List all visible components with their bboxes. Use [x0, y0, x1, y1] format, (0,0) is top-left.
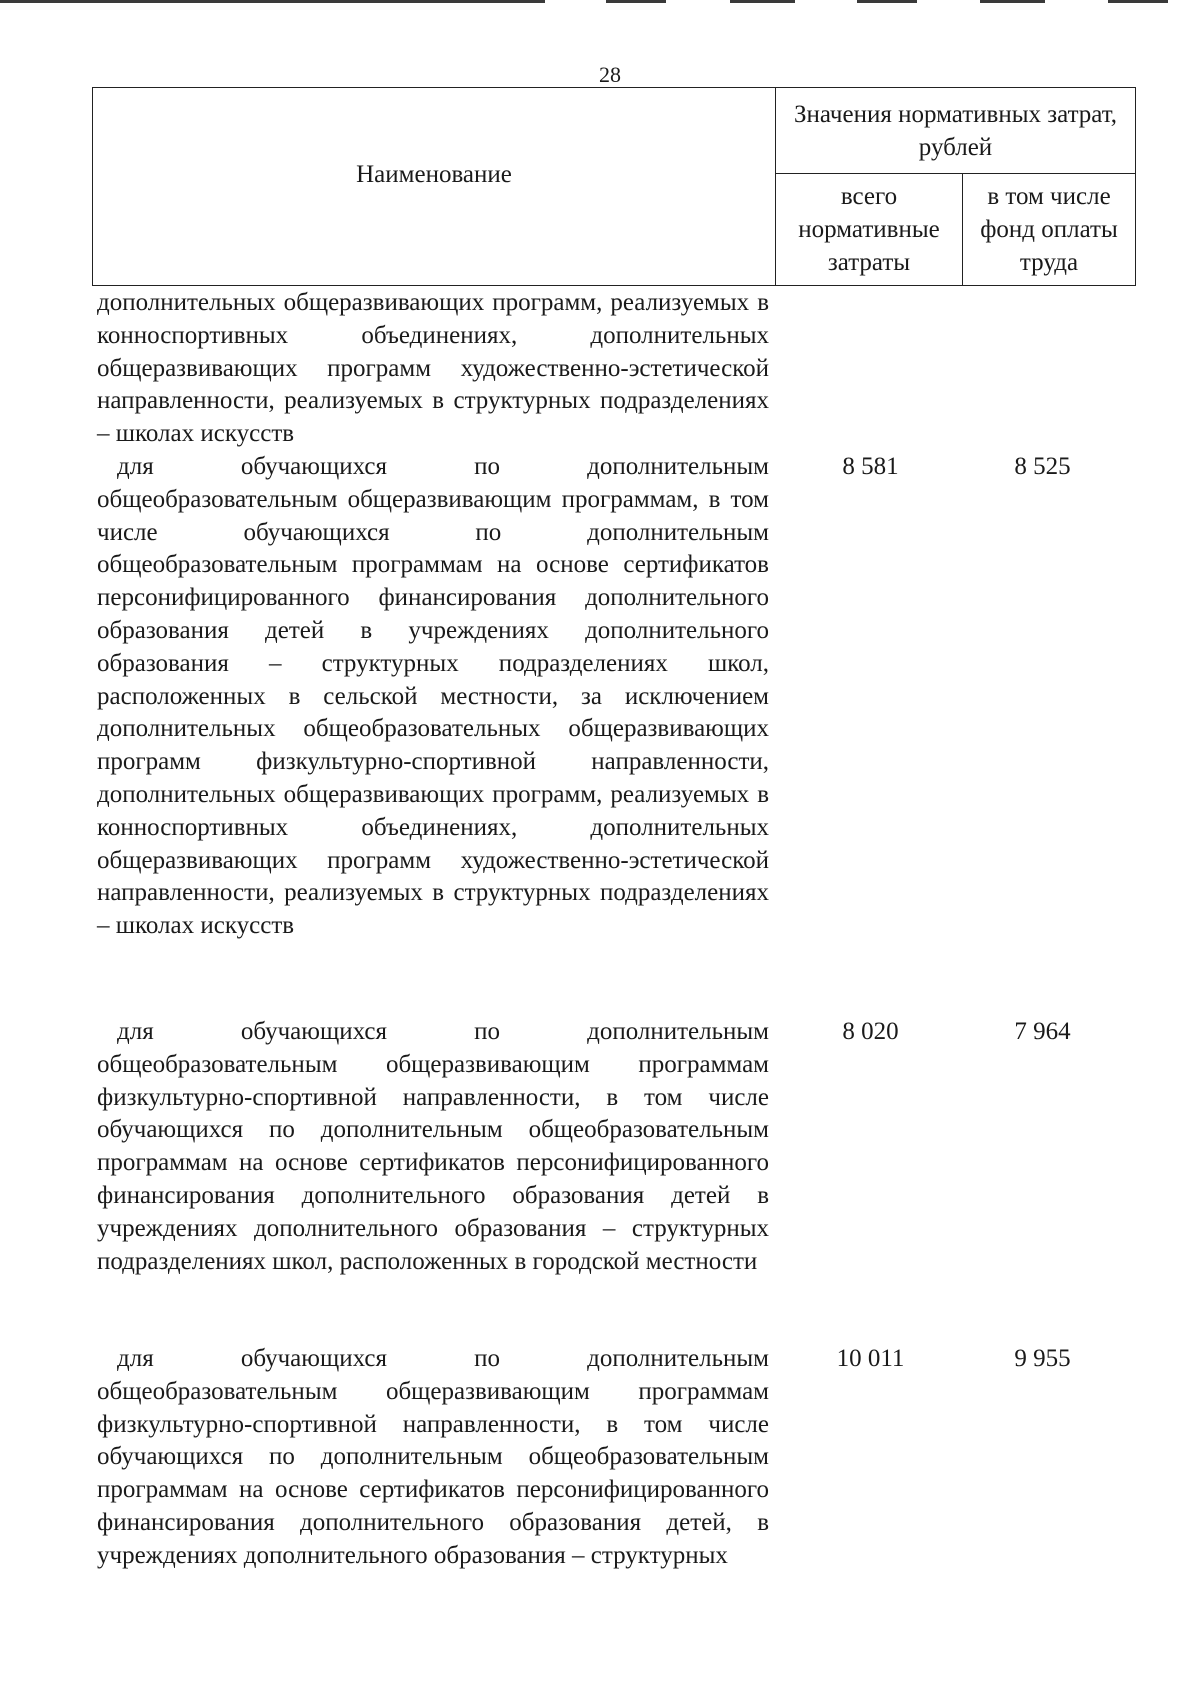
table-row-fot: 9 955	[1014, 1345, 1071, 1372]
header-total: всего нормативные затраты	[776, 174, 963, 286]
header-fot: в том числе фонд оплаты труда	[963, 174, 1136, 286]
top-rule	[730, 0, 795, 3]
table-row-fot: 7 964	[1014, 1018, 1071, 1045]
page-number: 28	[599, 62, 621, 87]
table-row-total: 8 020	[842, 1018, 899, 1045]
top-rule	[0, 0, 545, 3]
table-row-name: для обучающихся по дополнительным общеобразовательным общеразвивающим программам физкультурно-спортивной направленности, в том числе обучающихся по дополнительным общеобразовательным программам на основе сертификатов персонифицированного финансирования дополнительного образования детей, в учреждениях дополнительного образования – структурных	[97, 1345, 769, 1569]
top-rule	[606, 0, 666, 3]
top-rule	[857, 0, 917, 3]
header-values-group: Значения нормативных затрат, рублей	[776, 88, 1136, 174]
top-rule	[1108, 0, 1168, 3]
table-row-name: дополнительных общеразвивающих программ, реализуемых в конноспортивных объединениях, дополнительных общеразвивающих программ художественно-эстетической направленности, реализуемых в структурных подразделениях – школах искусств	[97, 289, 769, 448]
table-header	[92, 87, 1136, 286]
table-row-fot: 8 525	[1014, 453, 1071, 480]
table-row-name: для обучающихся по дополнительным общеобразовательным общеразвивающим программам, в том числе обучающихся по дополнительным общеобразовательным программам на основе сертификатов персонифицированного финансирования дополнительного образования детей в учреждениях дополнительного образования – структурных подразделениях школ, расположенных в сельской местности, за исключением дополнительных общеобразовательных общеразвивающих программ физкультурно-спортивной направленности, дополнительных общеразвивающих программ, реализуемых в конноспортивных объединениях, дополнительных общеразвивающих программ художественно-эстетической направленности, реализуемых в структурных подразделениях – школах искусств	[97, 453, 769, 940]
table-row-total: 10 011	[836, 1345, 905, 1372]
table-row-name: для обучающихся по дополнительным общеобразовательным общеразвивающим программам физкультурно-спортивной направленности, в том числе обучающихся по дополнительным общеобразовательным программам на основе сертификатов персонифицированного финансирования дополнительного образования детей в учреждениях дополнительного образования – структурных подразделениях школ, расположенных в городской местности	[97, 1018, 769, 1275]
header-name-cell	[93, 88, 776, 286]
table-row-total: 8 581	[842, 453, 899, 480]
top-rule	[980, 0, 1045, 3]
header-name: Наименование	[356, 161, 512, 188]
